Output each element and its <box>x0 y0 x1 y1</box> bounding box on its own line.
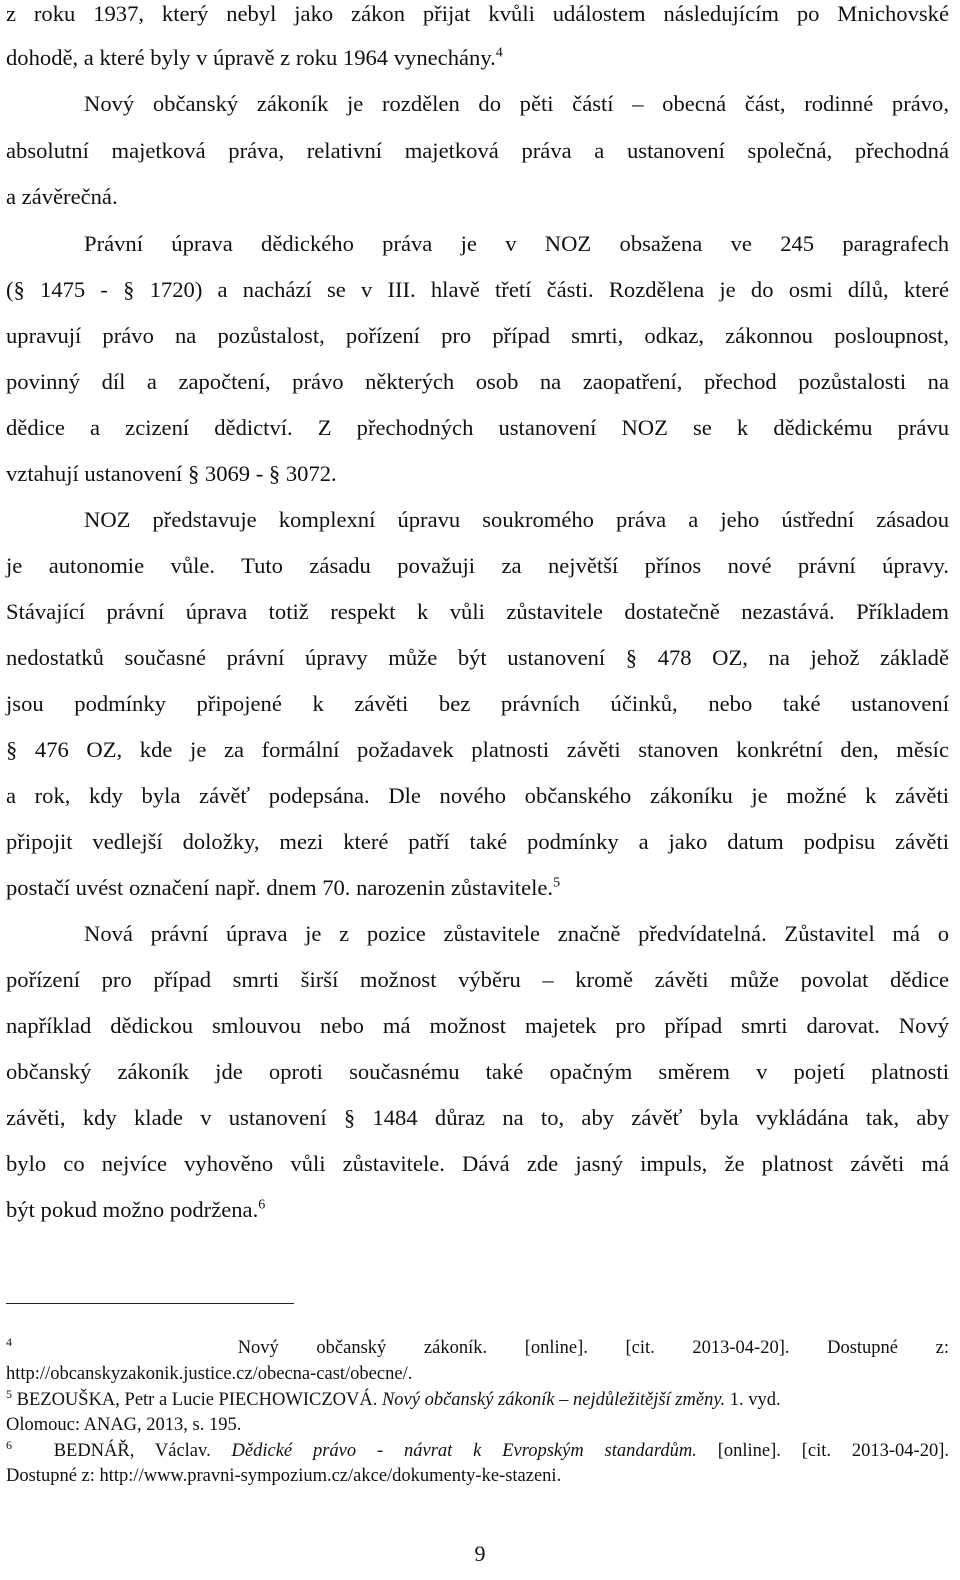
footnote-number: 4 <box>6 1334 12 1349</box>
body-line: Nová právní úprava je z pozice zůstavitele značně předvídatelná. Zůstavitel má o <box>84 921 949 946</box>
body-line: (§ 1475 - § 1720) a nachází se v III. hlavě třetí části. Rozdělena je do osmi dílů, které <box>6 277 949 302</box>
body-line: postačí uvést označení např. dnem 70. narozenin zůstavitele.$^5$ <box>6 875 561 900</box>
body-line: z roku 1937, který nebyl jako zákon přijat kvůli událostem následujícím po Mnichovské <box>6 1 949 26</box>
footnote-text: Nový občanský zákoník. [online]. [cit. 2013-04-20]. Dostupné z: <box>237 1338 949 1358</box>
body-line: a závěrečná. <box>6 184 118 209</box>
footnote-reference: 4 <box>495 45 503 61</box>
footnote-6: $^6$ BEDNÁŘ, Václav. Dědické právo - návrat k Evropským standardům. [online]. [cit. 2013-04-20]. <box>6 1437 949 1461</box>
body-line: a rok, kdy byla závěť podepsána. Dle nového občanského zákoníku je možné k závěti <box>6 783 949 808</box>
body-line: je autonomie vůle. Tuto zásadu považuji za největší přínos nové právní úpravy. <box>6 553 949 578</box>
body-line: závěti, kdy klade v ustanovení § 1484 důraz na to, aby závěť byla vykládána tak, aby <box>6 1105 949 1130</box>
body-line: NOZ představuje komplexní úpravu soukromého práva a jeho ústřední zásadou <box>84 507 949 532</box>
body-line: občanský zákoník jde oproti současnému také opačným směrem v pojetí platnosti <box>6 1059 949 1084</box>
footnote-4 <box>6 1334 949 1359</box>
footnote-number: 5 <box>6 1386 12 1401</box>
footnote-number: 6 <box>6 1437 12 1452</box>
body-line: připojit vedlejší doložky, mezi které patří také podmínky a jako datum podpisu závěti <box>6 829 949 854</box>
body-line: Právní úprava dědického práva je v NOZ obsažena ve 245 paragrafech <box>84 231 949 256</box>
body-line: Nový občanský zákoník je rozdělen do pěti částí – obecná část, rodinné právo, <box>84 91 949 116</box>
body-line: být pokud možno podržena.$^6$ <box>6 1197 266 1222</box>
body-line: pořízení pro případ smrti širší možnost výběru – kromě závěti může povolat dědice <box>6 967 949 992</box>
footnote-title: Nový občanský zákoník – nejdůležitější změny. <box>381 1390 726 1410</box>
body-line: dohodě, a které byly v úpravě z roku 1964 vynechány.$^4$ <box>6 45 503 70</box>
page-number: 9 <box>474 1541 486 1566</box>
footnote-title: Dědické právo - návrat k Evropským standardům. <box>231 1441 697 1461</box>
body-line: jsou podmínky připojené k závěti bez právních účinků, nebo také ustanovení <box>6 691 949 716</box>
body-line: vztahují ustanovení § 3069 - § 3072. <box>6 461 337 486</box>
body-line: povinný díl a započtení, právo některých osob na zaopatření, přechod pozůstalosti na <box>6 369 949 394</box>
footnote-reference: 5 <box>553 875 561 891</box>
footnote-4-url: http://obcanskyzakonik.justice.cz/obecna-cast/obecne/. <box>6 1364 413 1384</box>
body-line: dědice a zcizení dědictví. Z přechodných ustanovení NOZ se k dědickému právu <box>6 415 949 440</box>
footnote-separator <box>6 1303 294 1304</box>
footnote-5: $^5$ BEZOUŠKA, Petr a Lucie PIECHOWICZOVÁ. Nový občanský zákoník – nejdůležitější změny. 1. vyd. <box>6 1386 781 1410</box>
footnote-6-url: Dostupné z: http://www.pravni-sympozium.cz/akce/dokumenty-ke-stazeni. <box>6 1466 562 1486</box>
footnote-5-cont: Olomouc: ANAG, 2013, s. 195. <box>6 1415 242 1435</box>
footnote-reference: 6 <box>258 1197 266 1213</box>
body-line: nedostatků současné právní úpravy může být ustanovení § 478 OZ, na jehož základě <box>6 645 949 670</box>
body-line: bylo co nejvíce vyhověno vůli zůstavitele. Dává zde jasný impuls, že platnost závěti má <box>6 1151 949 1176</box>
body-line: § 476 OZ, kde je za formální požadavek platnosti závěti stanoven konkrétní den, měsíc <box>6 737 949 762</box>
body-line: upravují právo na pozůstalost, pořízení pro případ smrti, odkaz, zákonnou posloupnost, <box>6 323 949 348</box>
body-line: Stávající právní úprava totiž respekt k vůli zůstavitele dostatečně nezastává. Příkladem <box>6 599 949 624</box>
body-line: například dědickou smlouvou nebo má možnost majetek pro případ smrti darovat. Nový <box>6 1013 949 1038</box>
body-line: absolutní majetková práva, relativní majetková práva a ustanovení společná, přechodná <box>6 138 949 163</box>
